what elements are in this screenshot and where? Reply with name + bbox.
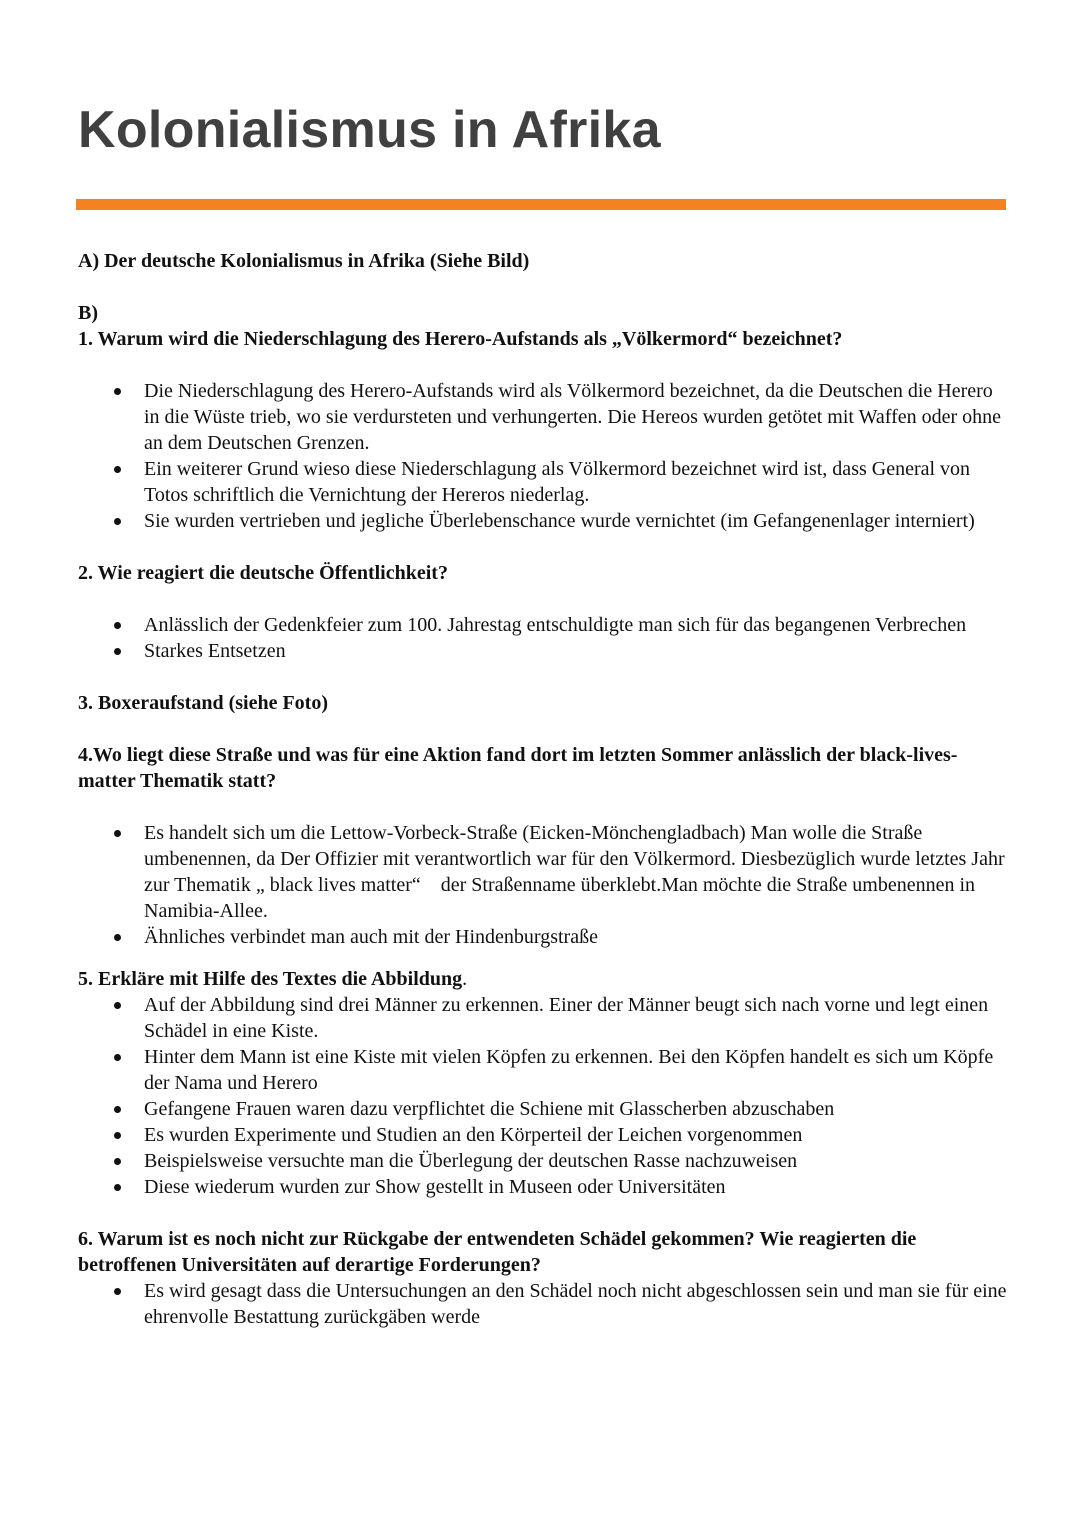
question-4-answer-list — [78, 820, 1008, 950]
question-2-heading: 2. Wie reagiert die deutsche Öffentlichkeit? — [78, 562, 448, 584]
list-item: Diese wiederum wurden zur Show gestellt in Museen oder Universitäten — [144, 1174, 1008, 1200]
question-1-heading: 1. Warum wird die Niederschlagung des Herero-Aufstands als „Völkermord“ bezeichnet? — [78, 328, 843, 350]
list-item: Starkes Entsetzen — [144, 638, 1008, 664]
question-6-answer-list — [78, 1278, 1008, 1330]
question-3-heading: 3. Boxeraufstand (siehe Foto) — [78, 692, 328, 714]
list-item: Ein weiterer Grund wieso diese Niederschlagung als Völkermord bezeichnet wird ist, dass General von Totos schriftlich die Vernichtung der Hereros niederlag. — [144, 456, 1008, 508]
list-item: Es wurden Experimente und Studien an den Körperteil der Leichen vorgenommen — [144, 1122, 1008, 1148]
title-underline-rule — [76, 199, 1006, 210]
section-a-heading: A) Der deutsche Kolonialismus in Afrika (Siehe Bild) — [78, 250, 530, 272]
list-item: Anlässlich der Gedenkfeier zum 100. Jahrestag entschuldigte man sich für das begangenen Verbrechen — [144, 612, 1008, 638]
question-5-heading-text: 5. Erkläre mit Hilfe des Textes die Abbildung — [78, 968, 463, 990]
list-item: Sie wurden vertrieben und jegliche Überlebenschance wurde vernichtet (im Gefangenenlager interniert) — [144, 508, 1008, 534]
list-item: Beispielsweise versuchte man die Überlegung der deutschen Rasse nachzuweisen — [144, 1148, 1008, 1174]
list-item: Gefangene Frauen waren dazu verpflichtet die Schiene mit Glasscherben abzuschaben — [144, 1096, 1008, 1122]
list-item: Es handelt sich um die Lettow-Vorbeck-Straße (Eicken-Mönchengladbach) Man wolle die Straße umbenennen, da Der Offizier mit verantwortlich war für den Völkermord. Diesbezüglich wurde letztes Jahr zur Thematik „ black lives matter“ der Straßenname überklebt.Man möchte die Straße umbenennen in Namibia-Allee. — [144, 822, 1010, 922]
question-2-answer-list — [78, 612, 1008, 664]
list-item: Hinter dem Mann ist eine Kiste mit vielen Köpfen zu erkennen. Bei den Köpfen handelt es sich um Köpfe der Nama und Herero — [144, 1044, 1008, 1096]
list-item: Ähnliches verbindet man auch mit der Hindenburgstraße — [144, 924, 1008, 950]
list-item: Es wird gesagt dass die Untersuchungen an den Schädel noch nicht abgeschlossen sein und man sie für eine ehrenvolle Bestattung zurückgäben werde — [144, 1280, 1007, 1328]
question-5-answer-list — [78, 992, 1008, 1200]
question-4-heading: 4.Wo liegt diese Straße und was für eine Aktion fand dort im letzten Sommer anlässlich der black-lives-matter Thematik statt? — [78, 744, 958, 792]
document-body — [78, 248, 1008, 1330]
question-6-heading: 6. Warum ist es noch nicht zur Rückgabe der entwendeten Schädel gekommen? Wie reagierten die betroffenen Universitäten auf derartige Forderungen? — [78, 1228, 917, 1276]
list-item: Die Niederschlagung des Herero-Aufstands wird als Völkermord bezeichnet, da die Deutschen die Herero in die Wüste trieb, wo sie verdursteten und verhungerten. Die Hereos wurden getötet mit Waffen oder ohne an dem Deutschen Grenzen. — [144, 378, 1008, 456]
question-5-heading: 5. Erkläre mit Hilfe des Textes die Abbildung. — [78, 968, 468, 990]
page-title: Kolonialismus in Afrika — [78, 101, 661, 159]
list-item: Auf der Abbildung sind drei Männer zu erkennen. Einer der Männer beugt sich nach vorne und legt einen Schädel in eine Kiste. — [144, 992, 1008, 1044]
section-b-label: B) — [78, 302, 98, 324]
question-1-answer-list — [78, 378, 1008, 534]
